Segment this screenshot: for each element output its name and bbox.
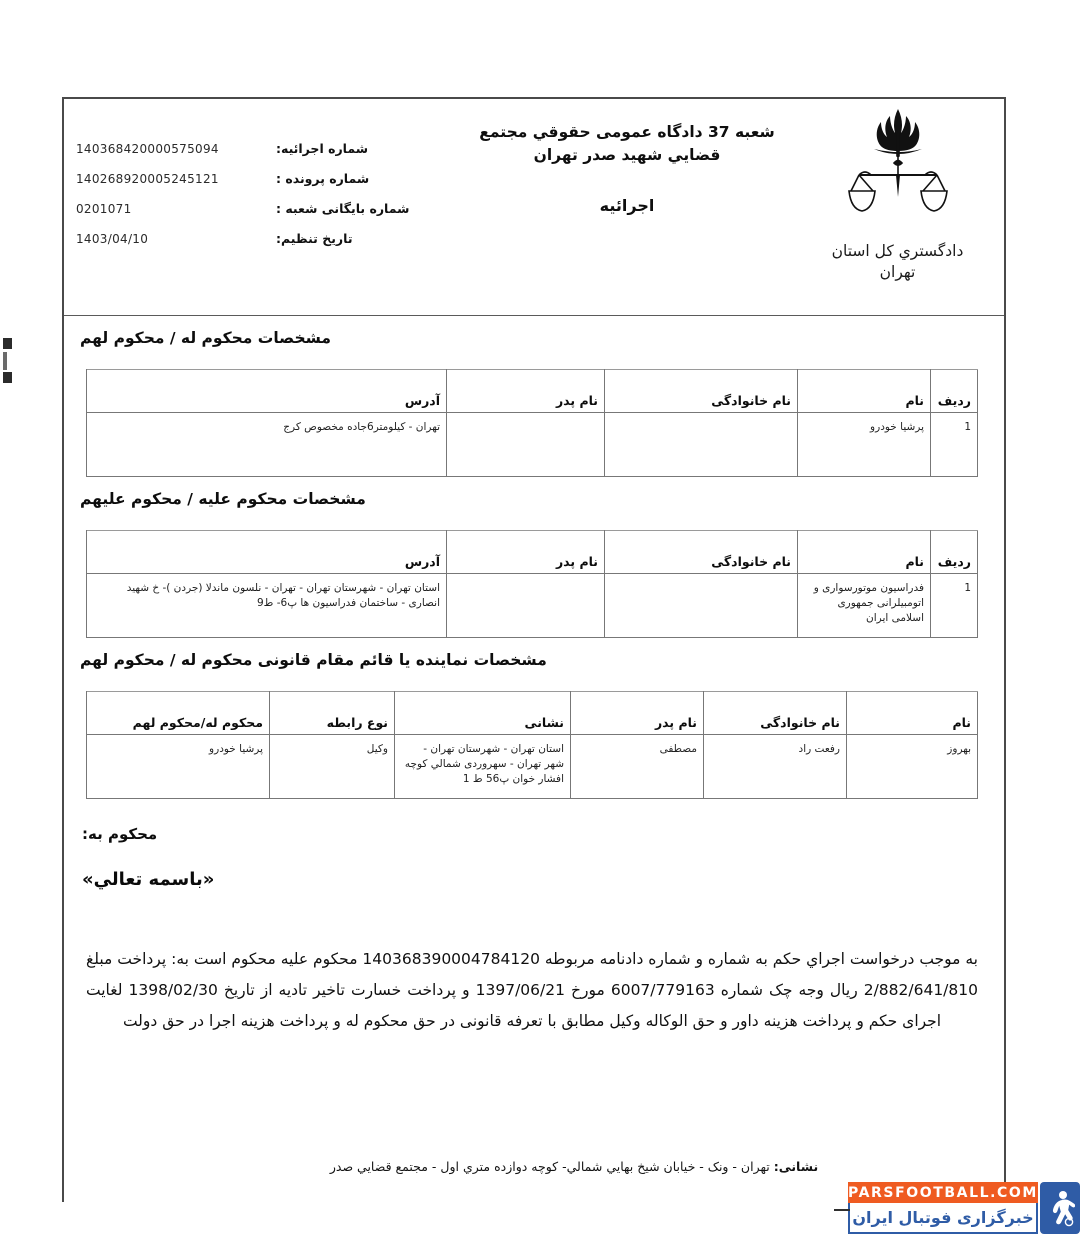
table-row bbox=[87, 574, 978, 638]
loser-table bbox=[86, 530, 978, 638]
meta-row bbox=[76, 201, 444, 216]
meta-value-case-number: 140268920005245121 bbox=[76, 172, 219, 186]
col-header-index: ردیف bbox=[931, 531, 978, 574]
meta-label-case-number: شماره پرونده : bbox=[276, 171, 370, 186]
table-header-row bbox=[87, 692, 978, 735]
watermark-site-name: خبرگزاری فوتبال ایران bbox=[848, 1203, 1038, 1234]
col-header-address: آدرس bbox=[87, 531, 447, 574]
emblem-column bbox=[805, 105, 990, 284]
watermark-tail-line bbox=[834, 1209, 850, 1211]
watermark-site-url: PARSFOOTBALL.COM bbox=[848, 1182, 1038, 1203]
cell-address: استان تهران - شهرستان تهران - تهران - نلسون ماندلا (جردن )- خ شهید انصاری - ساختمان فدراسیون ها پ6- ط9 bbox=[87, 574, 447, 638]
organization-name: دادگستري كل استان تهران bbox=[831, 242, 964, 282]
representative-table bbox=[86, 691, 978, 799]
scan-artifact-mark bbox=[3, 352, 7, 370]
cell-family bbox=[605, 413, 798, 477]
meta-value-issue-date: 1403/04/10 bbox=[76, 232, 149, 246]
col-header-father: نام پدر bbox=[447, 370, 605, 413]
meta-row bbox=[76, 171, 444, 186]
scan-artifact-mark bbox=[3, 372, 12, 383]
meta-value-execution-number: 140368420000575094 bbox=[76, 142, 219, 156]
col-header-name: نام bbox=[798, 370, 931, 413]
document-body bbox=[64, 316, 1004, 1037]
footer-address bbox=[64, 1159, 1004, 1174]
document-meta-list bbox=[76, 141, 444, 261]
col-header-for-whom: محکوم له/محکوم لهم bbox=[87, 692, 270, 735]
table-row bbox=[87, 413, 978, 477]
cell-for-whom: پرشیا خودرو bbox=[87, 735, 270, 799]
winner-table bbox=[86, 369, 978, 477]
col-header-family: نام خانوادگی bbox=[605, 531, 798, 574]
watermark-badge bbox=[1040, 1182, 1080, 1234]
col-header-name: نام bbox=[847, 692, 978, 735]
cell-family: رفعت راد bbox=[704, 735, 847, 799]
meta-label-execution-number: شماره اجرائیه: bbox=[276, 141, 369, 156]
judgment-label: محکوم به: bbox=[82, 825, 158, 843]
cell-index: 1 bbox=[931, 413, 978, 477]
col-header-identity: نشانی bbox=[395, 692, 571, 735]
cell-father bbox=[447, 413, 605, 477]
basmala-text: «باسمه تعالي» bbox=[82, 869, 215, 890]
meta-label-issue-date: تاریخ تنظیم: bbox=[276, 231, 353, 246]
table-header-row bbox=[87, 370, 978, 413]
scan-artifact-mark bbox=[3, 338, 12, 349]
col-header-name: نام bbox=[798, 531, 931, 574]
section-title-winner: مشخصات محکوم له / محکوم لهم bbox=[80, 329, 331, 347]
cell-name: بهروز bbox=[847, 735, 978, 799]
footballer-icon bbox=[1045, 1189, 1075, 1227]
cell-father: مصطفی bbox=[571, 735, 704, 799]
col-header-address: آدرس bbox=[87, 370, 447, 413]
document-header bbox=[64, 99, 1004, 316]
loser-table-wrap bbox=[64, 530, 1004, 638]
section-title-representative: مشخصات نماینده یا قائم مقام قانونی محکوم له / محکوم لهم bbox=[80, 651, 547, 669]
watermark-bars bbox=[848, 1182, 1038, 1234]
cell-relation: وکیل bbox=[270, 735, 395, 799]
cell-family bbox=[605, 574, 798, 638]
judgment-body-text: به موجب درخواست اجراي حکم به شماره و شماره دادنامه مربوطه 140368390004784120 محکوم علیه محکوم است به: پرداخت مبلغ 2/882/641/810 ریال وجه چک شماره 6007/779163 مورخ 1397/06/21 و پرداخت خسارت تاخیر تادیه از تاریخ 1398/02/30 لغایت اجرای حکم و پرداخت هزینه داور و حق الوکاله وکیل مطابق با تعرفه قانونی در حق محکوم له و پرداخت هزینه اجرا در حق دولت bbox=[86, 950, 978, 1030]
col-header-father: نام پدر bbox=[447, 531, 605, 574]
col-header-index: ردیف bbox=[931, 370, 978, 413]
winner-table-wrap bbox=[64, 369, 1004, 477]
footer-address-label: نشانی: bbox=[773, 1159, 819, 1174]
col-header-relation: نوع رابطه bbox=[270, 692, 395, 735]
table-row bbox=[87, 735, 978, 799]
legal-document-page bbox=[62, 97, 1006, 1202]
meta-row bbox=[76, 231, 444, 246]
meta-value-archive-number: 0201071 bbox=[76, 202, 132, 216]
cell-index: 1 bbox=[931, 574, 978, 638]
cell-name: پرشیا خودرو bbox=[798, 413, 931, 477]
cell-identity: استان تهران - شهرستان تهران - شهر تهران - سهروردی شمالي کوچه افشار خوان پ56 ط 1 bbox=[395, 735, 571, 799]
parsfootball-watermark bbox=[848, 1182, 1080, 1234]
document-kind-title: اجرائیه bbox=[599, 195, 655, 215]
col-header-family: نام خانوادگی bbox=[704, 692, 847, 735]
cell-name: فدراسیون موتورسواری و اتومبیلرانی جمهوری اسلامی ایران bbox=[798, 574, 931, 638]
col-header-family: نام خانوادگی bbox=[605, 370, 798, 413]
representative-table-wrap bbox=[64, 691, 1004, 799]
footer-address-value: تهران - ونک - خیابان شیخ بهایي شمالي- کوچه دوازده متري اول - مجتمع قضایي صدر bbox=[329, 1159, 770, 1174]
col-header-father: نام پدر bbox=[571, 692, 704, 735]
cell-address: تهران - کیلومتر6جاده مخصوص کرج bbox=[87, 413, 447, 477]
court-column bbox=[462, 121, 792, 215]
iran-emblem-and-scales-icon bbox=[843, 105, 953, 231]
meta-row bbox=[76, 141, 444, 156]
table-header-row bbox=[87, 531, 978, 574]
section-title-loser: مشخصات محکوم علیه / محکوم علیهم bbox=[80, 490, 366, 508]
court-title: شعبه 37 دادگاه عمومی حقوقي مجتمع قضايي شهيد صدر تهران bbox=[479, 123, 775, 165]
cell-father bbox=[447, 574, 605, 638]
meta-label-archive-number: شماره بایگانی شعبه : bbox=[276, 201, 410, 216]
